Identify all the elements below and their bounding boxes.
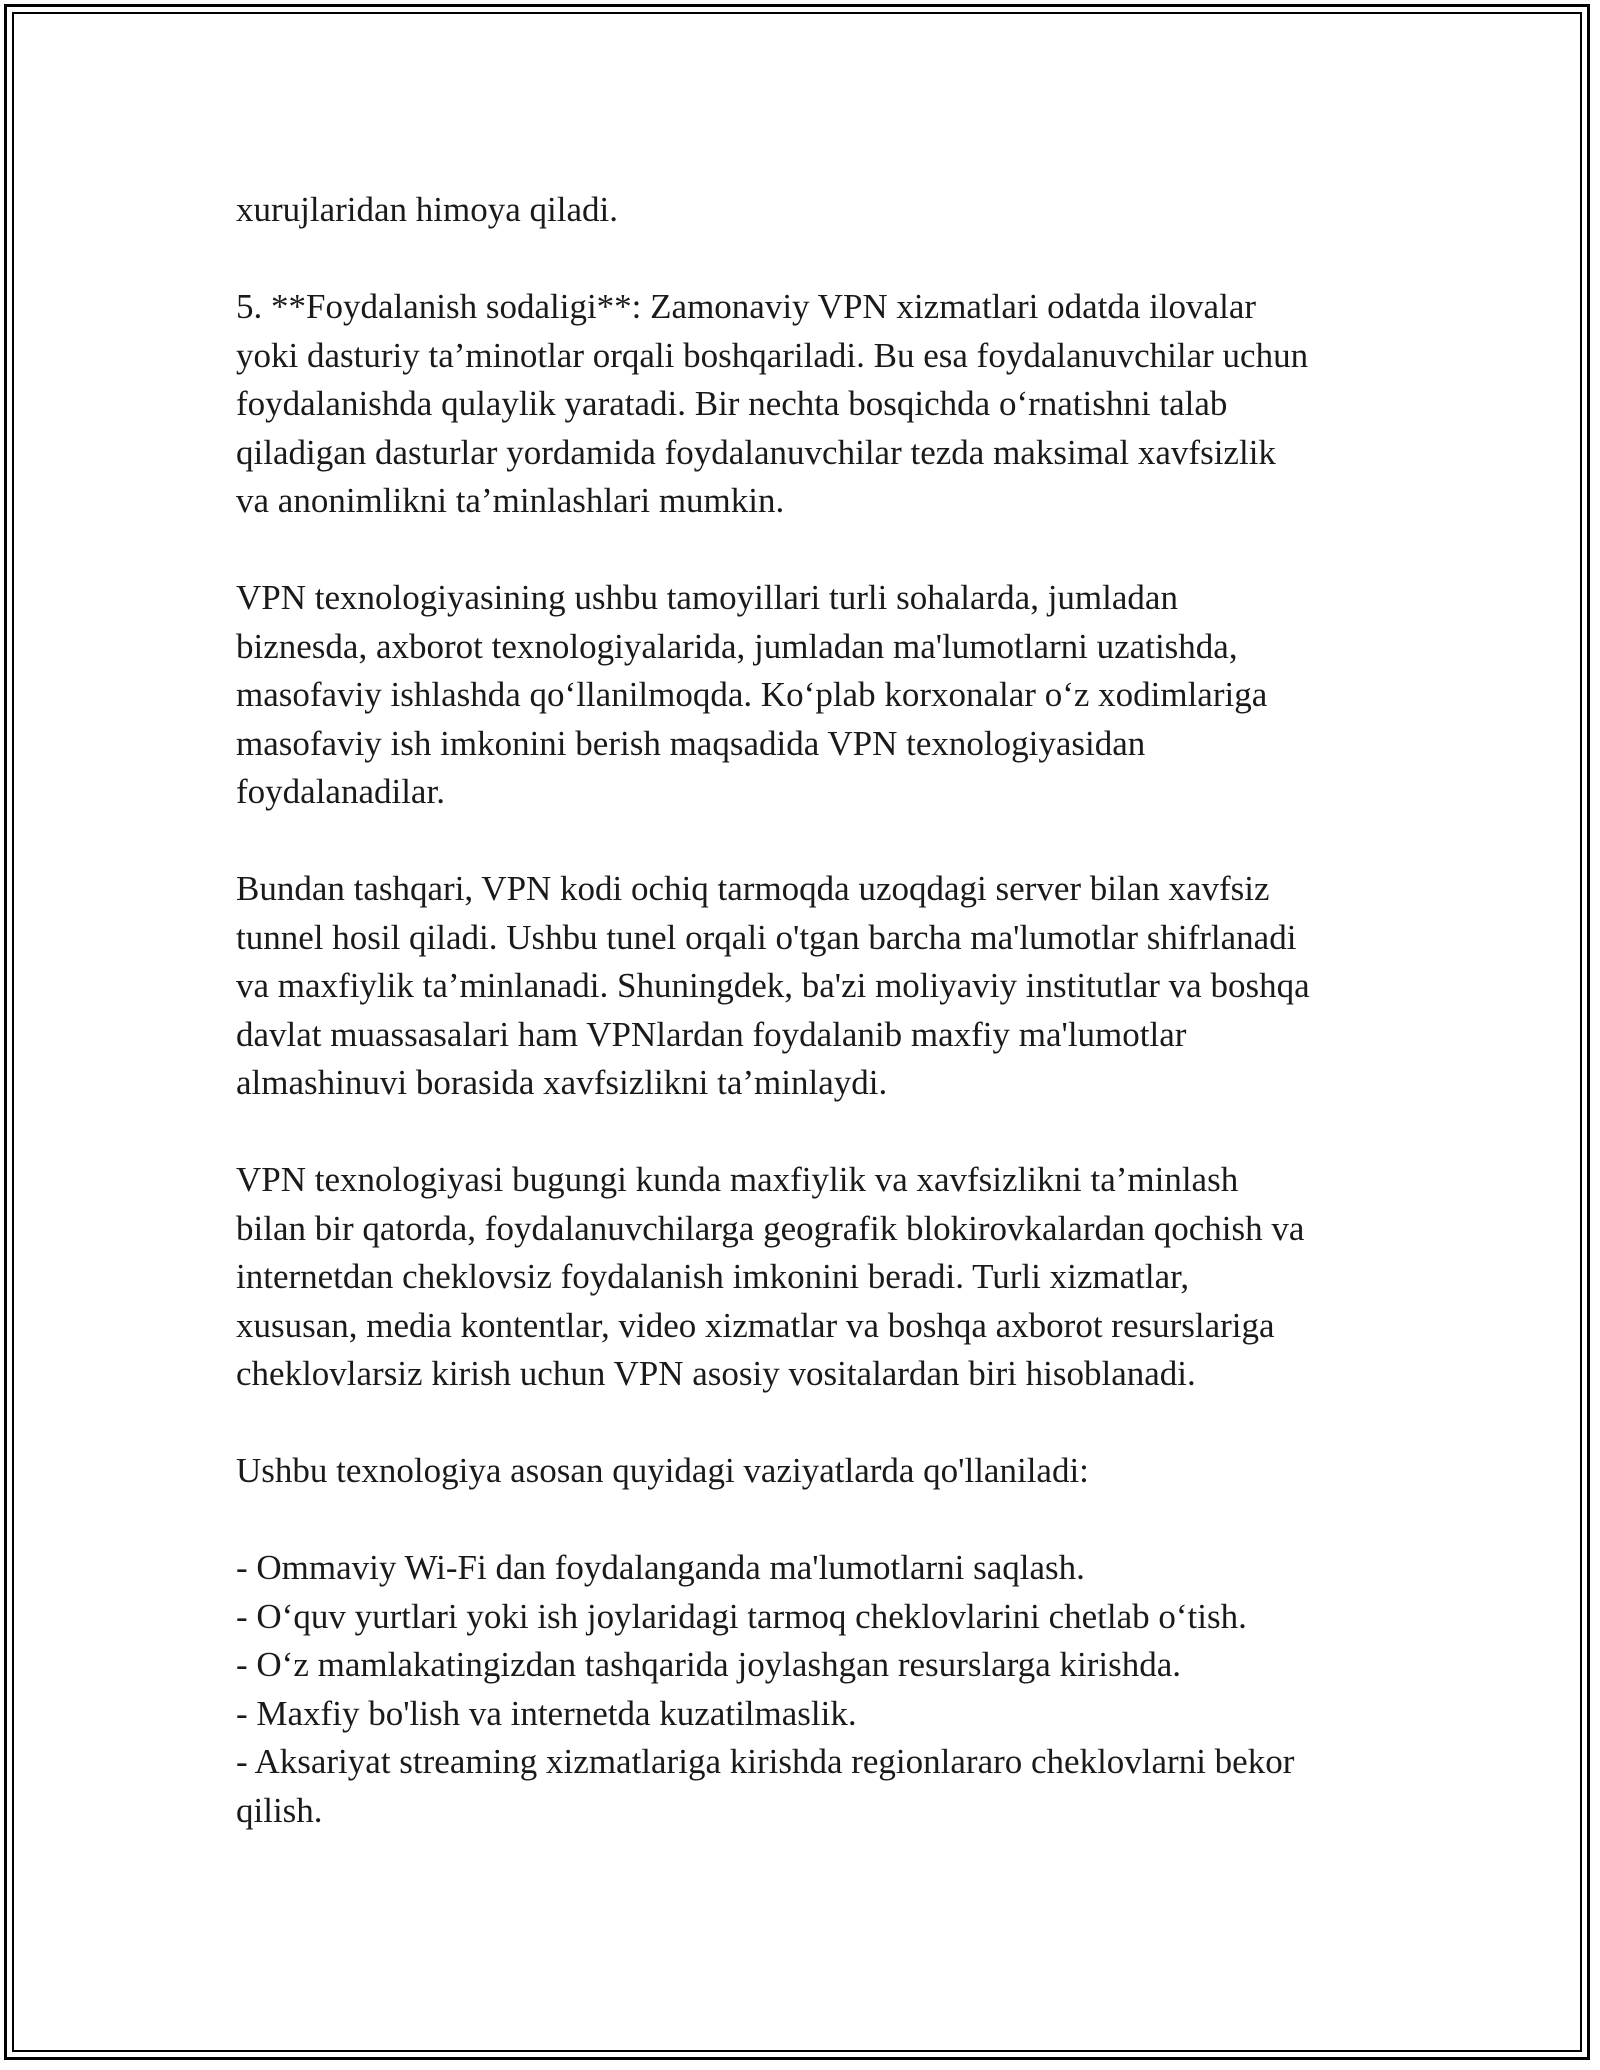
paragraph-secure-tunnel: Bundan tashqari, VPN kodi ochiq tarmoqda uzoqdagi server bilan xavfsiz tunnel hosil qiladi. Ushbu tunel orqali o'tgan barcha ma'lumotlar shifrlanadi va maxfiylik ta’minlanadi. Shuningdek, ba'zi moliyaviy institutlar va boshqa davlat muassasalari ham VPNlardan foydalanib maxfiy ma'lumotlar almashinuvi borasida xavfsizlikni ta’minlaydi. bbox=[236, 869, 1310, 1102]
paragraph-ease-of-use: 5. **Foydalanish sodaligi**: Zamonaviy VPN xizmatlari odatda ilovalar yoki dasturiy ta’minotlar orqali boshqariladi. Bu esa foydalanuvchilar uchun foydalanishda qulaylik yaratadi. Bir nechta bosqichda o‘rnatishni talab qiladigan dasturlar yordamida foydalanuvchilar tezda maksimal xavfsizlik va anonimlikni ta’minlashlari mumkin. bbox=[236, 287, 1309, 520]
list-item: - Maxfiy bo'lish va internetda kuzatilmaslik. bbox=[236, 1693, 857, 1733]
list-item: - O‘quv yurtlari yoki ish joylaridagi tarmoq cheklovlarini chetlab o‘tish. bbox=[236, 1596, 1247, 1636]
list-item: - Ommaviy Wi-Fi dan foydalanganda ma'lumotlarni saqlash. bbox=[236, 1548, 1085, 1587]
paragraph-continuation: xurujlaridan himoya qiladi. bbox=[236, 190, 618, 229]
paragraph-application-areas: VPN texnologiyasining ushbu tamoyillari turli sohalarda, jumladan biznesda, axborot texnologiyalarida, jumladan ma'lumotlarni uzatishda, masofaviy ishlashda qo‘llanilmoqda. Ko‘plab korxonalar o‘z xodimlariga masofaviy ish imkonini berish maqsadida VPN texnologiyasidan foydalanadilar. bbox=[236, 578, 1268, 811]
list-item: - O‘z mamlakatingizdan tashqarida joylashgan resurslarga kirishda. bbox=[236, 1645, 1182, 1684]
list-item: - Aksariyat streaming xizmatlariga kirishda regionlararo cheklovlarni bekor qilish. bbox=[236, 1742, 1295, 1830]
paragraph-use-cases-intro: Ushbu texnologiya asosan quyidagi vaziyatlarda qo'llaniladi: bbox=[236, 1451, 1089, 1490]
document-body bbox=[236, 186, 1376, 1835]
use-cases-list bbox=[236, 1544, 1376, 1835]
paragraph-geo-restrictions: VPN texnologiyasi bugungi kunda maxfiylik va xavfsizlikni ta’minlash bilan bir qatorda, foydalanuvchilarga geografik blokirovkalardan qochish va internetdan cheklovsiz foydalanish imkonini beradi. Turli xizmatlar, xususan, media kontentlar, video xizmatlar va boshqa axborot resurslariga cheklovlarsiz kirish uchun VPN asosiy vositalardan biri hisoblanadi. bbox=[236, 1160, 1305, 1393]
